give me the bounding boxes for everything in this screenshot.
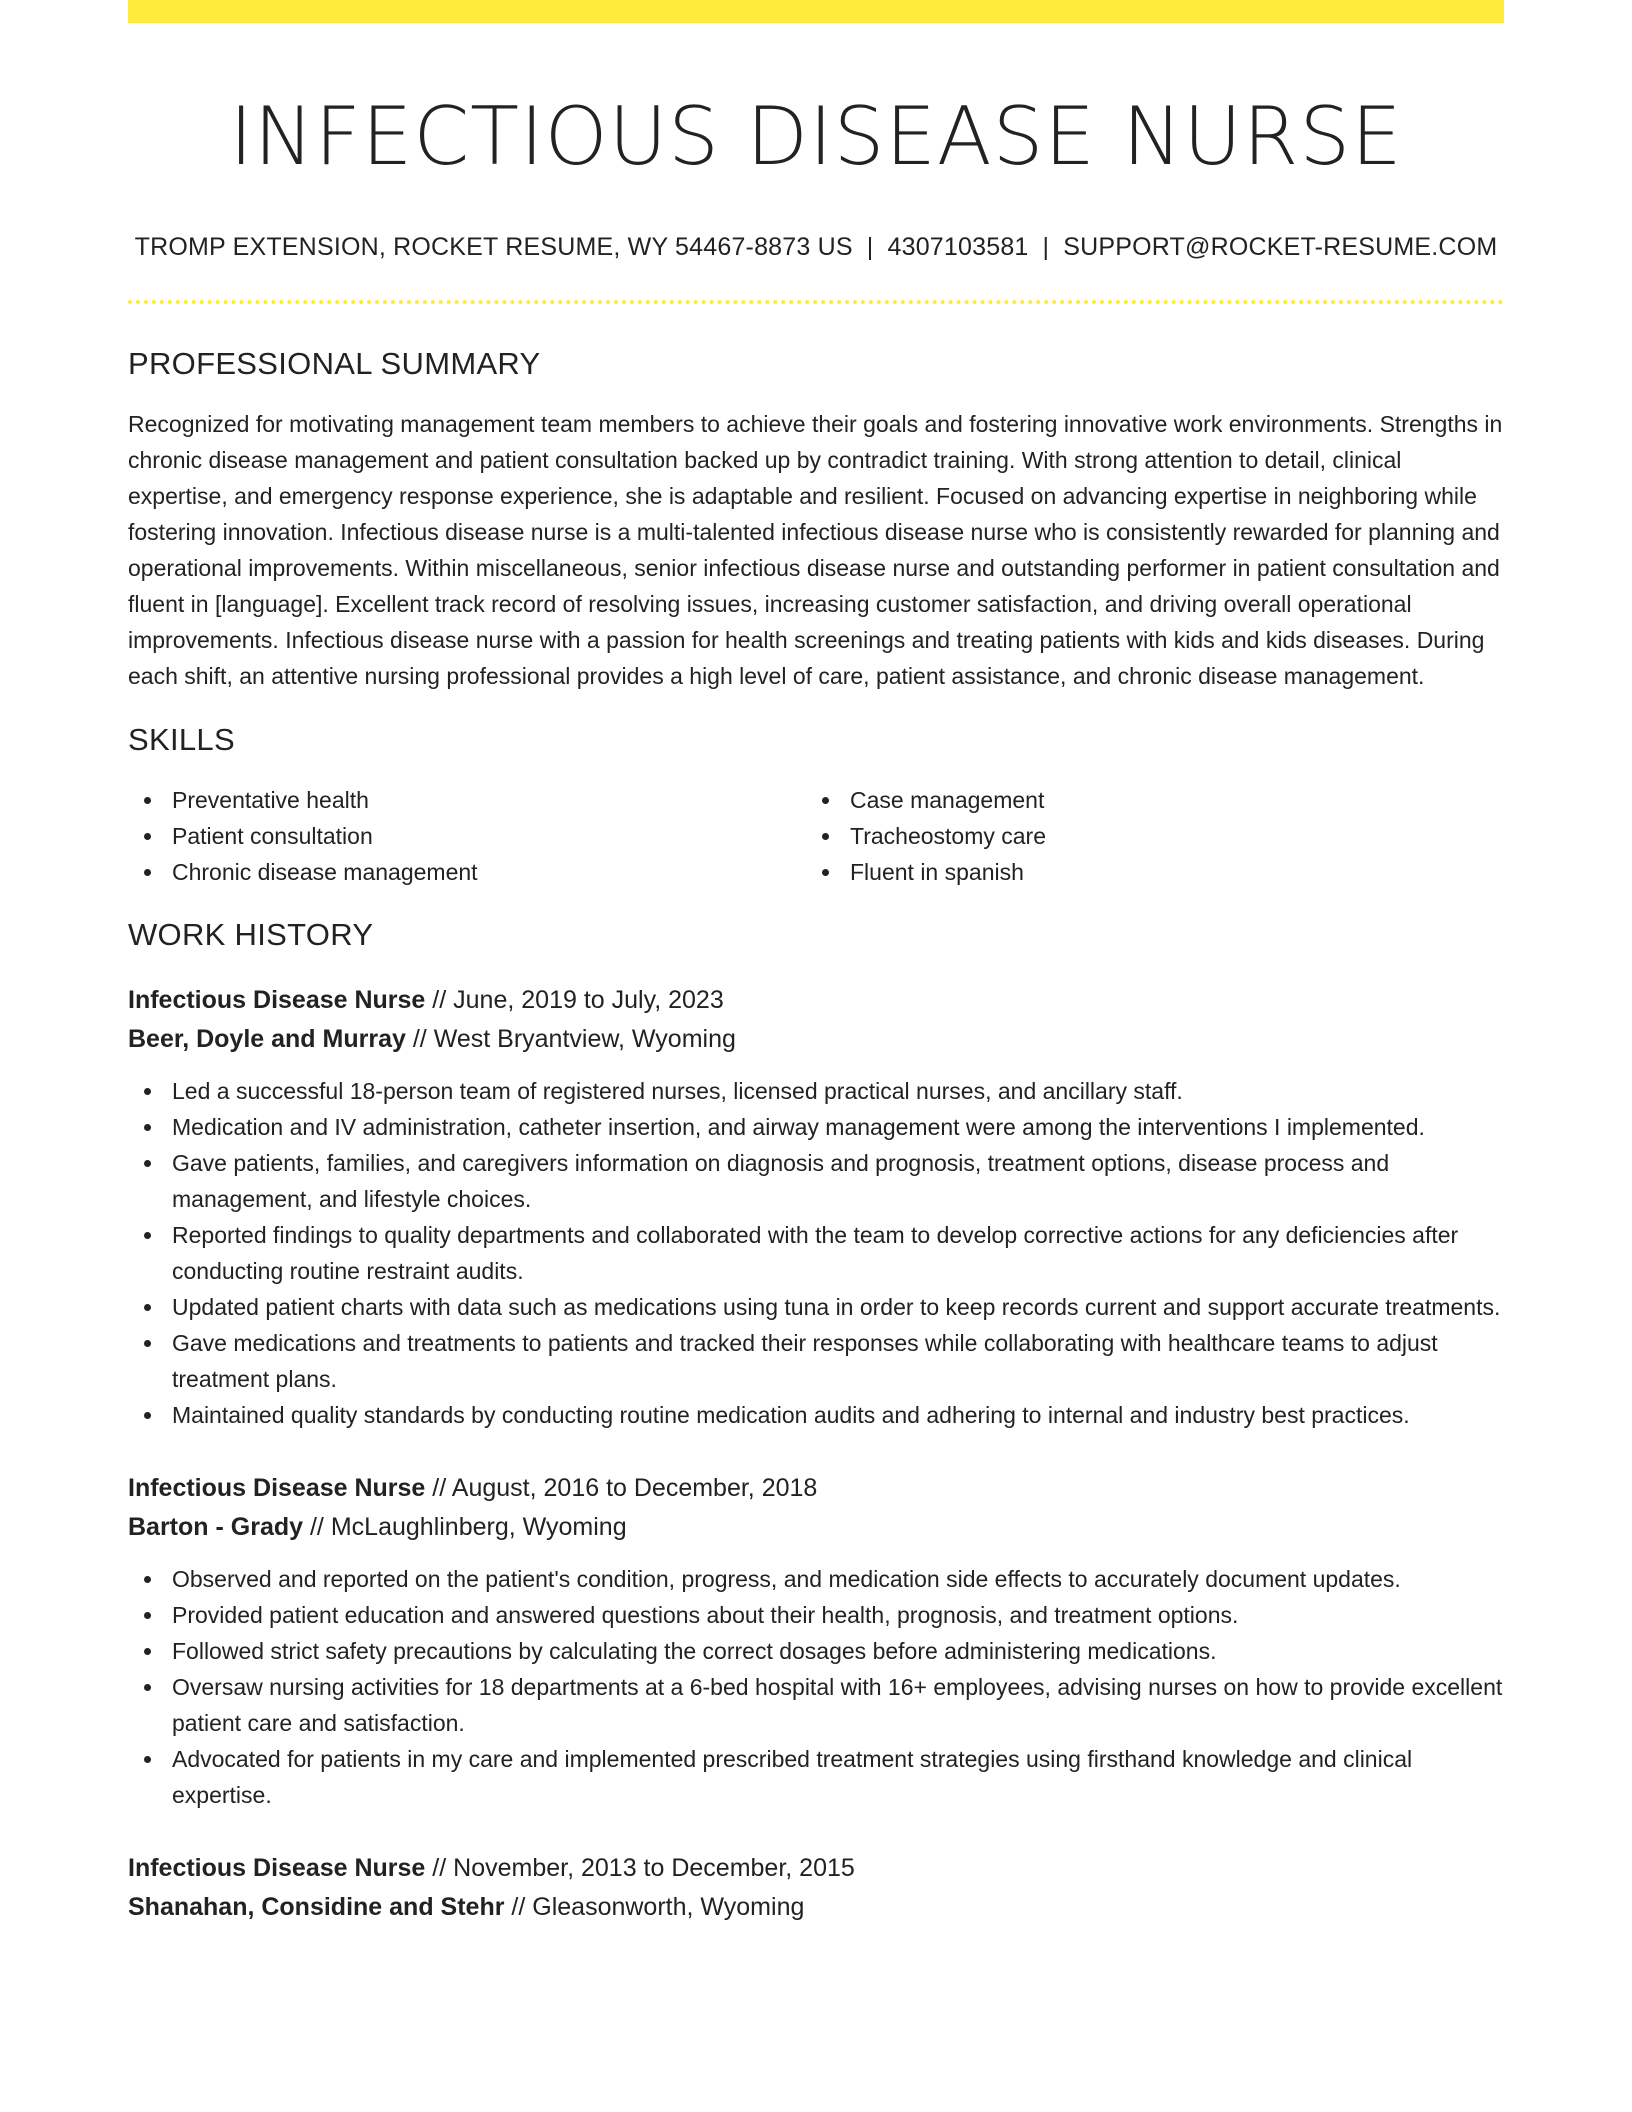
section-title-skills: SKILLS — [128, 722, 235, 757]
job-dates: August, 2016 to December, 2018 — [451, 1474, 818, 1502]
job-bullet: Gave medications and treatments to patients and tracked their responses while collaborating with healthcare teams to adjust treatment plans. — [128, 1325, 1504, 1397]
section-title-work-history: WORK HISTORY — [128, 917, 374, 952]
job-separator: // — [511, 1893, 526, 1921]
skill-item: Patient consultation — [128, 818, 806, 854]
job-location: McLaughlinberg, Wyoming — [330, 1513, 627, 1541]
job-entry — [128, 1849, 1504, 1927]
summary-paragraph: Recognized for motivating management team members to achieve their goals and fostering innovative work environments. Strengths in chronic disease management and patient consultation backed up by contradict training. With strong attention to detail, clinical expertise, and emergency response experience, she is adaptable and resilient. Focused on advancing expertise in neighboring while fostering innovation. Infectious disease nurse is a multi-talented infectious disease nurse who is consistently rewarded for planning and operational improvements. Within miscellaneous, senior infectious disease nurse and outstanding performer in patient consultation and fluent in [language]. Excellent track record of resolving issues, increasing customer satisfaction, and driving overall operational improvements. Infectious disease nurse with a passion for health screenings and treating patients with kids and kids diseases. During each shift, an attentive nursing professional provides a high level of care, patient assistance, and chronic disease management. — [128, 411, 1503, 689]
job-separator: // — [412, 1025, 427, 1053]
job-bullet: Provided patient education and answered questions about their health, prognosis, and treatment options. — [128, 1597, 1504, 1633]
job-bullet: Observed and reported on the patient's condition, progress, and medication side effects to accurately document updates. — [128, 1561, 1504, 1597]
job-dates: June, 2019 to July, 2023 — [453, 986, 724, 1014]
job-title-line — [128, 1469, 1504, 1508]
skill-item: Preventative health — [128, 782, 806, 818]
job-bullet: Reported findings to quality departments and collaborated with the team to develop corrective actions for any deficiencies after conducting routine restraint audits. — [128, 1217, 1504, 1289]
job-entry — [128, 1469, 1504, 1813]
resume-name: INFECTIOUS DISEASE NURSE — [229, 90, 1403, 183]
job-role: Infectious Disease Nurse — [128, 1474, 426, 1502]
job-company-line — [128, 1508, 1504, 1547]
job-separator: // — [432, 1854, 447, 1882]
job-separator: // — [432, 986, 447, 1014]
job-company-line — [128, 1020, 1504, 1059]
skills-column-right — [806, 782, 1484, 890]
job-separator: // — [309, 1513, 324, 1541]
job-bullets — [128, 1561, 1504, 1813]
contact-separator: | — [866, 233, 874, 261]
job-title-line — [128, 981, 1504, 1020]
skill-item: Fluent in spanish — [806, 854, 1484, 890]
contact-phone: 4307103581 — [887, 233, 1029, 261]
job-bullet: Updated patient charts with data such as medications using tuna in order to keep records current and support accurate treatments. — [128, 1289, 1504, 1325]
job-role: Infectious Disease Nurse — [128, 986, 426, 1014]
section-title-summary: PROFESSIONAL SUMMARY — [128, 346, 541, 381]
contact-separator: | — [1042, 233, 1050, 261]
skill-item: Chronic disease management — [128, 854, 806, 890]
job-bullet: Medication and IV administration, catheter insertion, and airway management were among the interventions I implemented. — [128, 1109, 1504, 1145]
job-title-line — [128, 1849, 1504, 1888]
job-location: West Bryantview, Wyoming — [433, 1025, 736, 1053]
job-entry — [128, 981, 1504, 1433]
skill-item: Tracheostomy care — [806, 818, 1484, 854]
contact-line — [128, 231, 1504, 263]
job-role: Infectious Disease Nurse — [128, 1854, 426, 1882]
dotted-divider — [128, 300, 1504, 304]
job-bullet: Gave patients, families, and caregivers information on diagnosis and prognosis, treatment options, disease process and management, and lifestyle choices. — [128, 1145, 1504, 1217]
job-company: Beer, Doyle and Murray — [128, 1025, 406, 1053]
contact-email: SUPPORT@ROCKET-RESUME.COM — [1063, 233, 1498, 261]
job-bullet: Oversaw nursing activities for 18 departments at a 6-bed hospital with 16+ employees, advising nurses on how to provide excellent patient care and satisfaction. — [128, 1669, 1504, 1741]
job-bullet: Maintained quality standards by conducting routine medication audits and adhering to internal and industry best practices. — [128, 1397, 1504, 1433]
job-company: Barton - Grady — [128, 1513, 304, 1541]
skills-grid — [128, 782, 1504, 890]
top-accent-bar — [128, 0, 1504, 23]
job-dates: November, 2013 to December, 2015 — [453, 1854, 855, 1882]
job-bullets — [128, 1073, 1504, 1433]
resume-page — [128, 0, 1504, 1927]
skill-item: Case management — [806, 782, 1484, 818]
job-company: Shanahan, Considine and Stehr — [128, 1893, 505, 1921]
skills-column-left — [128, 782, 806, 890]
job-bullet: Advocated for patients in my care and implemented prescribed treatment strategies using firsthand knowledge and clinical expertise. — [128, 1741, 1504, 1813]
job-location: Gleasonworth, Wyoming — [532, 1893, 805, 1921]
job-company-line — [128, 1888, 1504, 1927]
job-bullet: Led a successful 18-person team of registered nurses, licensed practical nurses, and ancillary staff. — [128, 1073, 1504, 1109]
job-bullet: Followed strict safety precautions by calculating the correct dosages before administering medications. — [128, 1633, 1504, 1669]
contact-address: TROMP EXTENSION, ROCKET RESUME, WY 54467-8873 US — [134, 233, 853, 261]
job-separator: // — [432, 1474, 447, 1502]
